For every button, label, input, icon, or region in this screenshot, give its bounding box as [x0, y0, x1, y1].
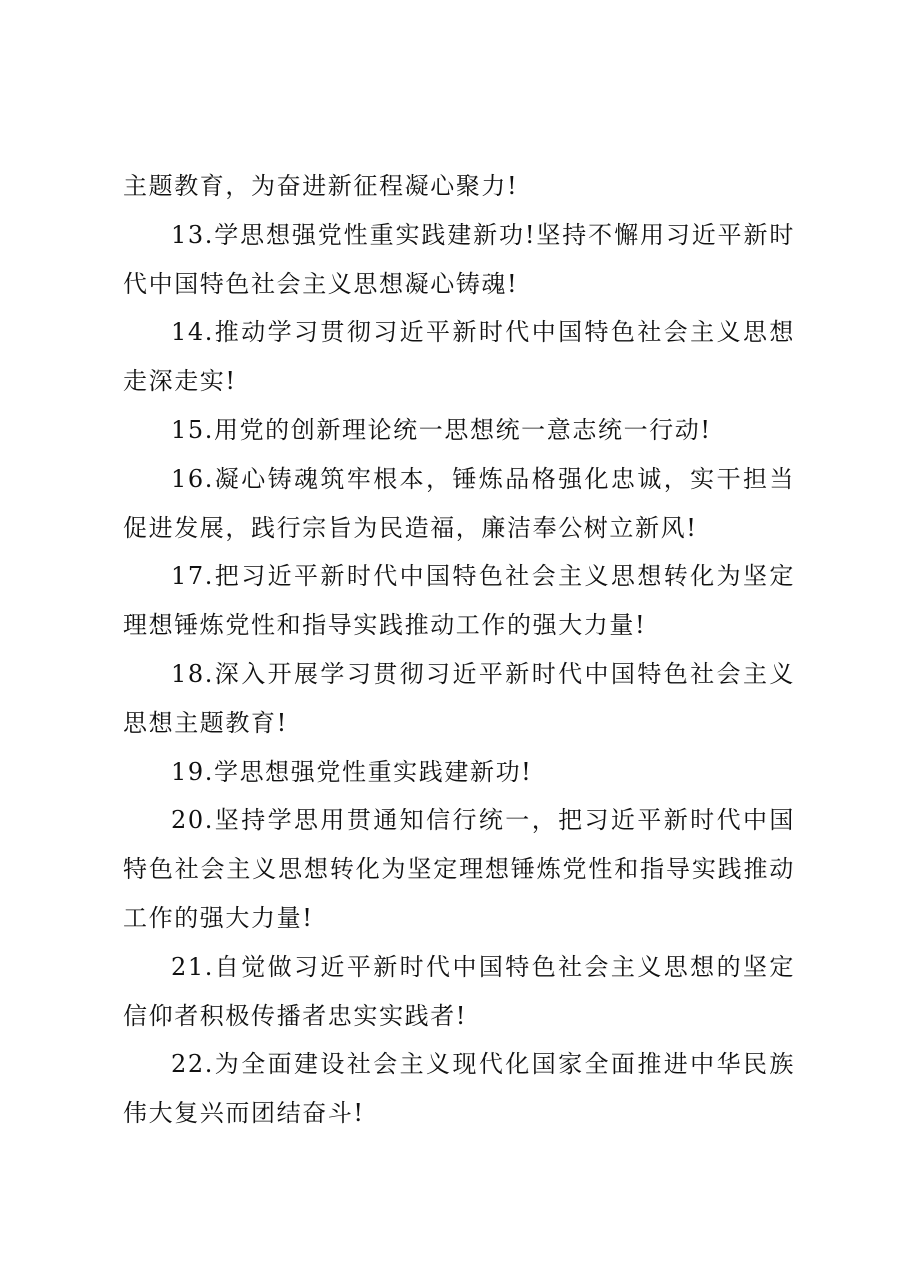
- paragraph-21: 21.自觉做习近平新时代中国特色社会主义思想的坚定信仰者积极传播者忠实实践者!: [123, 952, 795, 1030]
- paragraph-17: 17.把习近平新时代中国特色社会主义思想转化为坚定理想锤炼党性和指导实践推动工作的强大力量!: [123, 562, 795, 640]
- paragraph-18: 18.深入开展学习贯彻习近平新时代中国特色社会主义思想主题教育!: [123, 659, 795, 737]
- paragraph-19: 19.学思想强党性重实践建新功!: [171, 757, 533, 786]
- paragraph-continuation: 主题教育，为奋进新征程凝心聚力!: [123, 172, 519, 200]
- paragraph-22: 22.为全面建设社会主义现代化国家全面推进中华民族伟大复兴而团结奋斗!: [123, 1050, 795, 1128]
- slogan-text-body: [123, 162, 795, 1138]
- paragraph-14: 14.推动学习贯彻习近平新时代中国特色社会主义思想走深走实!: [123, 318, 795, 396]
- paragraph-13: 13.学思想强党性重实践建新功!坚持不懈用习近平新时代中国特色社会主义思想凝心铸魂!: [123, 220, 795, 298]
- paragraph-16: 16.凝心铸魂筑牢根本，锤炼品格强化忠诚，实干担当促进发展，践行宗旨为民造福，廉洁奉公树立新风!: [123, 464, 795, 542]
- paragraph-20: 20.坚持学思用贯通知信行统一，把习近平新时代中国特色社会主义思想转化为坚定理想锤炼党性和指导实践推动工作的强大力量!: [123, 806, 795, 932]
- paragraph-15: 15.用党的创新理论统一思想统一意志统一行动!: [171, 415, 712, 444]
